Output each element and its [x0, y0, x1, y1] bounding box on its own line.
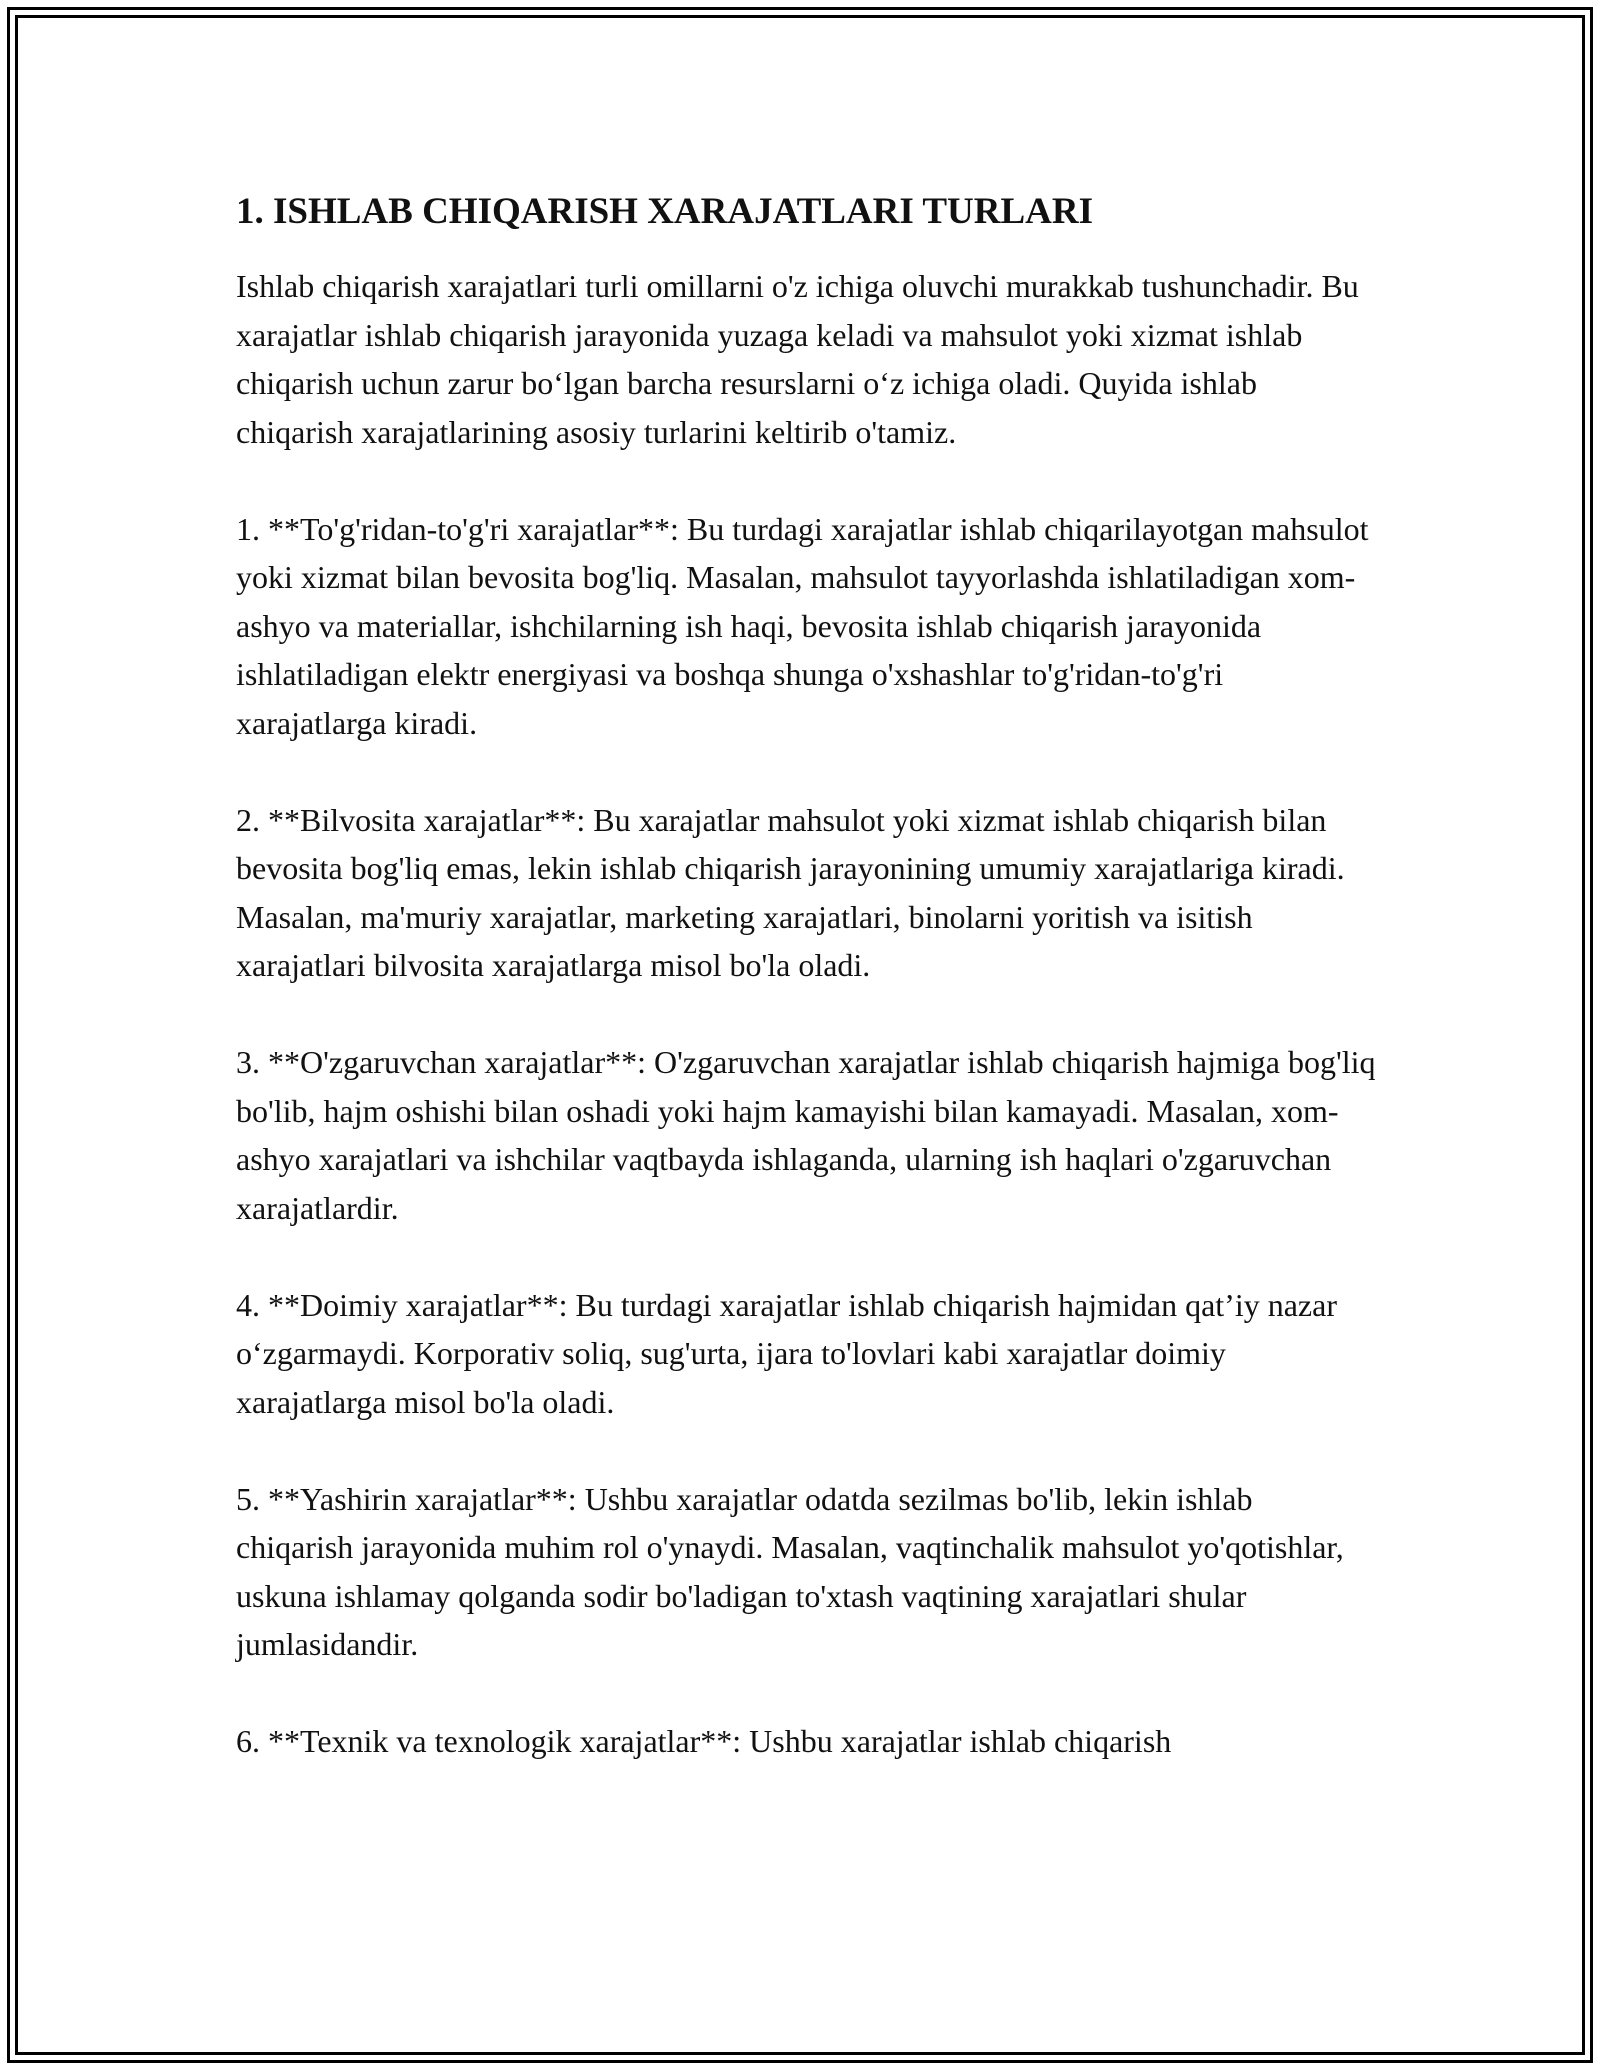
document-body: [236, 186, 1376, 1814]
intro-paragraph: Ishlab chiqarish xarajatlari turli omillarni o'z ichiga oluvchi murakkab tushunchadir. Bu xarajatlar ishlab chiqarish jarayonida yuzaga keladi va mahsulot yoki xizmat ishlab chiqarish uchun zarur boʻlgan barcha resurslarni oʻz ichiga oladi. Quyida ishlab chiqarish xarajatlarining asosiy turlarini keltirib o'tamiz.: [236, 268, 1359, 450]
paragraph-hidden-costs: 5. **Yashirin xarajatlar**: Ushbu xarajatlar odatda sezilmas bo'lib, lekin ishlab chiqarish jarayonida muhim rol o'ynaydi. Masalan, vaqtinchalik mahsulot yo'qotishlar, uskuna ishlamay qolganda sodir bo'ladigan to'xtash vaqtining xarajatlari shular jumlasidandir.: [236, 1480, 1344, 1662]
paragraph-fixed-costs: 4. **Doimiy xarajatlar**: Bu turdagi xarajatlar ishlab chiqarish hajmidan qat’iy nazar oʻzgarmaydi. Korporativ soliq, sug'urta, ijara to'lovlari kabi xarajatlar doimiy xarajatlarga misol bo'la oladi.: [236, 1286, 1337, 1420]
paragraph-indirect-costs: 2. **Bilvosita xarajatlar**: Bu xarajatlar mahsulot yoki xizmat ishlab chiqarish bilan bevosita bog'liq emas, lekin ishlab chiqarish jarayonining umumiy xarajatlariga kiradi. Masalan, ma'muriy xarajatlar, marketing xarajatlari, binolarni yoritish va isitish xarajatlari bilvosita xarajatlarga misol bo'la oladi.: [236, 801, 1345, 983]
paragraph-technical-costs: 6. **Texnik va texnologik xarajatlar**: Ushbu xarajatlar ishlab chiqarish: [236, 1723, 1172, 1759]
paragraph-variable-costs: 3. **O'zgaruvchan xarajatlar**: O'zgaruvchan xarajatlar ishlab chiqarish hajmiga bog'liq bo'lib, hajm oshishi bilan oshadi yoki hajm kamayishi bilan kamayadi. Masalan, xom-ashyo xarajatlari va ishchilar vaqtbayda ishlaganda, ularning ish haqlari o'zgaruvchan xarajatlardir.: [236, 1044, 1376, 1226]
document-title: 1. ISHLAB CHIQARISH XARAJATLARI TURLARI: [236, 191, 1093, 232]
paragraph-direct-costs: 1. **To'g'ridan-to'g'ri xarajatlar**: Bu turdagi xarajatlar ishlab chiqarilayotgan mahsulot yoki xizmat bilan bevosita bog'liq. Masalan, mahsulot tayyorlashda ishlatiladigan xom-ashyo va materiallar, ishchilarning ish haqi, bevosita ishlab chiqarish jarayonida ishlatiladigan elektr energiyasi va boshqa shunga o'xshashlar to'g'ridan-to'g'ri xarajatlarga kiradi.: [236, 510, 1369, 741]
